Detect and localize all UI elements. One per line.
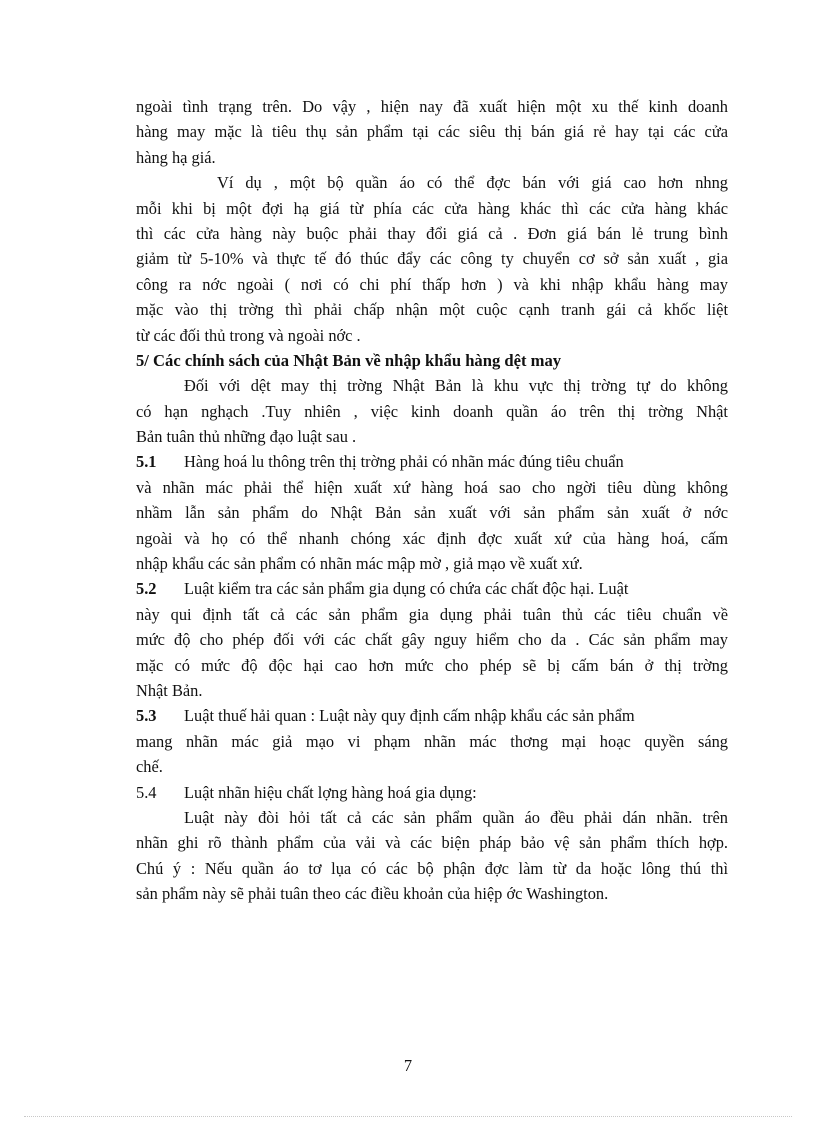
item-text: Luật thuế hải quan : Luật này quy định cấm nhập khẩu các sản phẩm bbox=[184, 706, 635, 726]
paragraph-line: mức độ cho phép đối với các chất gây nguy hiểm cho da . Các sản phẩm may bbox=[136, 630, 728, 650]
paragraph-line: Chú ý : Nếu quần áo tơ lụa có các bộ phận đợc làm từ da hoặc lông thú thì bbox=[136, 858, 728, 878]
paragraph-line: Ví dụ , một bộ quần áo có thể đợc bán với giá cao hơn nhng bbox=[217, 173, 728, 193]
section-number: 5.1 bbox=[136, 452, 157, 472]
paragraph-line: hàng may mặc là tiêu thụ sản phẩm tại các siêu thị bán giá rẻ hay tại các cửa bbox=[136, 122, 728, 142]
paragraph-line: thì các cửa hàng này buộc phải thay đổi giá cả . Đơn giá bán lẻ trung bình bbox=[136, 223, 728, 243]
numbered-item-5-2 bbox=[136, 576, 728, 601]
paragraph-line: có hạn nghạch .Tuy nhiên , việc kinh doanh quần áo trên thị trờng Nhật bbox=[136, 401, 728, 421]
numbered-item-5-3 bbox=[136, 703, 728, 728]
section-number: 5.3 bbox=[136, 706, 157, 726]
numbered-item-5-1 bbox=[136, 449, 728, 474]
paragraph-line: Luật này đòi hỏi tất cả các sản phẩm quần áo đều phải dán nhãn. trên bbox=[184, 807, 728, 827]
paragraph-line: hàng hạ giá. bbox=[136, 147, 216, 167]
paragraph-line: ngoài và họ có thể nhanh chóng xác định đợc xuất xứ của hàng hoá, cấm bbox=[136, 528, 728, 548]
paragraph-line: chế. bbox=[136, 757, 163, 777]
item-text: Luật kiểm tra các sản phẩm gia dụng có chứa các chất độc hại. Luật bbox=[184, 579, 629, 599]
paragraph-line: Bản tuân thủ những đạo luật sau . bbox=[136, 427, 357, 447]
item-text: Hàng hoá lu thông trên thị trờng phải có nhãn mác đúng tiêu chuẩn bbox=[184, 452, 624, 472]
page-number: 7 bbox=[403, 1056, 413, 1075]
paragraph-line: mặc vào thị trờng thì phải chấp nhận một cuộc cạnh tranh gái cả khốc liệt bbox=[136, 300, 728, 320]
document-body bbox=[136, 94, 728, 907]
paragraph-line: mỗi khi bị một đợi hạ giá từ phía các cửa hàng khác thì các cửa hàng khác bbox=[136, 198, 728, 218]
footer-divider bbox=[24, 1116, 792, 1117]
paragraph-line: mặc có mức độ độc hại cao hơn mức cho phép sẽ bị cấm bán ở thị trờng bbox=[136, 655, 728, 675]
paragraph-line: nhãn ghi rõ thành phẩm của vải và các biện pháp bảo vệ sản phẩm thích hợp. bbox=[136, 833, 728, 853]
section-number: 5.4 bbox=[136, 782, 157, 802]
paragraph-line: sản phẩm này sẽ phải tuân theo các điều khoản của hiệp ớc Washington. bbox=[136, 884, 609, 904]
section-heading: 5/ Các chính sách của Nhật Bản về nhập khẩu hàng dệt may bbox=[136, 350, 562, 370]
section-number: 5.2 bbox=[136, 579, 157, 599]
paragraph-line: mang nhãn mác giả mạo vi phạm nhãn mác thơng mại hoạc quyền sáng bbox=[136, 731, 728, 751]
paragraph-line: nhầm lẫn sản phẩm do Nhật Bản sản xuất với sản phẩm sản xuất ở nớc bbox=[136, 503, 728, 523]
paragraph-line: ngoài tình trạng trên. Do vậy , hiện nay đã xuất hiện một xu thế kinh doanh bbox=[136, 97, 728, 116]
paragraph-line: này qui định tất cả các sản phẩm gia dụng phải tuân thủ các tiêu chuẩn về bbox=[136, 604, 728, 624]
item-text: Luật nhãn hiệu chất lợng hàng hoá gia dụng: bbox=[184, 782, 477, 802]
numbered-item-5-4 bbox=[136, 780, 728, 805]
paragraph-line: công ra nớc ngoài ( nơi có chi phí thấp hơn ) và khi nhập khẩu hàng may bbox=[136, 274, 728, 294]
paragraph-line: giảm từ 5-10% và thực tế đó thúc đẩy các công ty chuyển cơ sở sản xuất , gia bbox=[136, 249, 728, 269]
paragraph-line: từ các đối thủ trong và ngoài nớc . bbox=[136, 325, 361, 345]
paragraph-line: và nhãn mác phải thể hiện xuất xứ hàng hoá sao cho ngời tiêu dùng không bbox=[136, 477, 728, 497]
paragraph-line: nhập khẩu các sản phẩm có nhãn mác mập mờ , giả mạo về xuất xứ. bbox=[136, 554, 583, 574]
paragraph-line: Nhật Bản. bbox=[136, 680, 203, 700]
paragraph-line: Đối với dệt may thị trờng Nhật Bản là khu vực thị trờng tự do không bbox=[184, 376, 728, 396]
